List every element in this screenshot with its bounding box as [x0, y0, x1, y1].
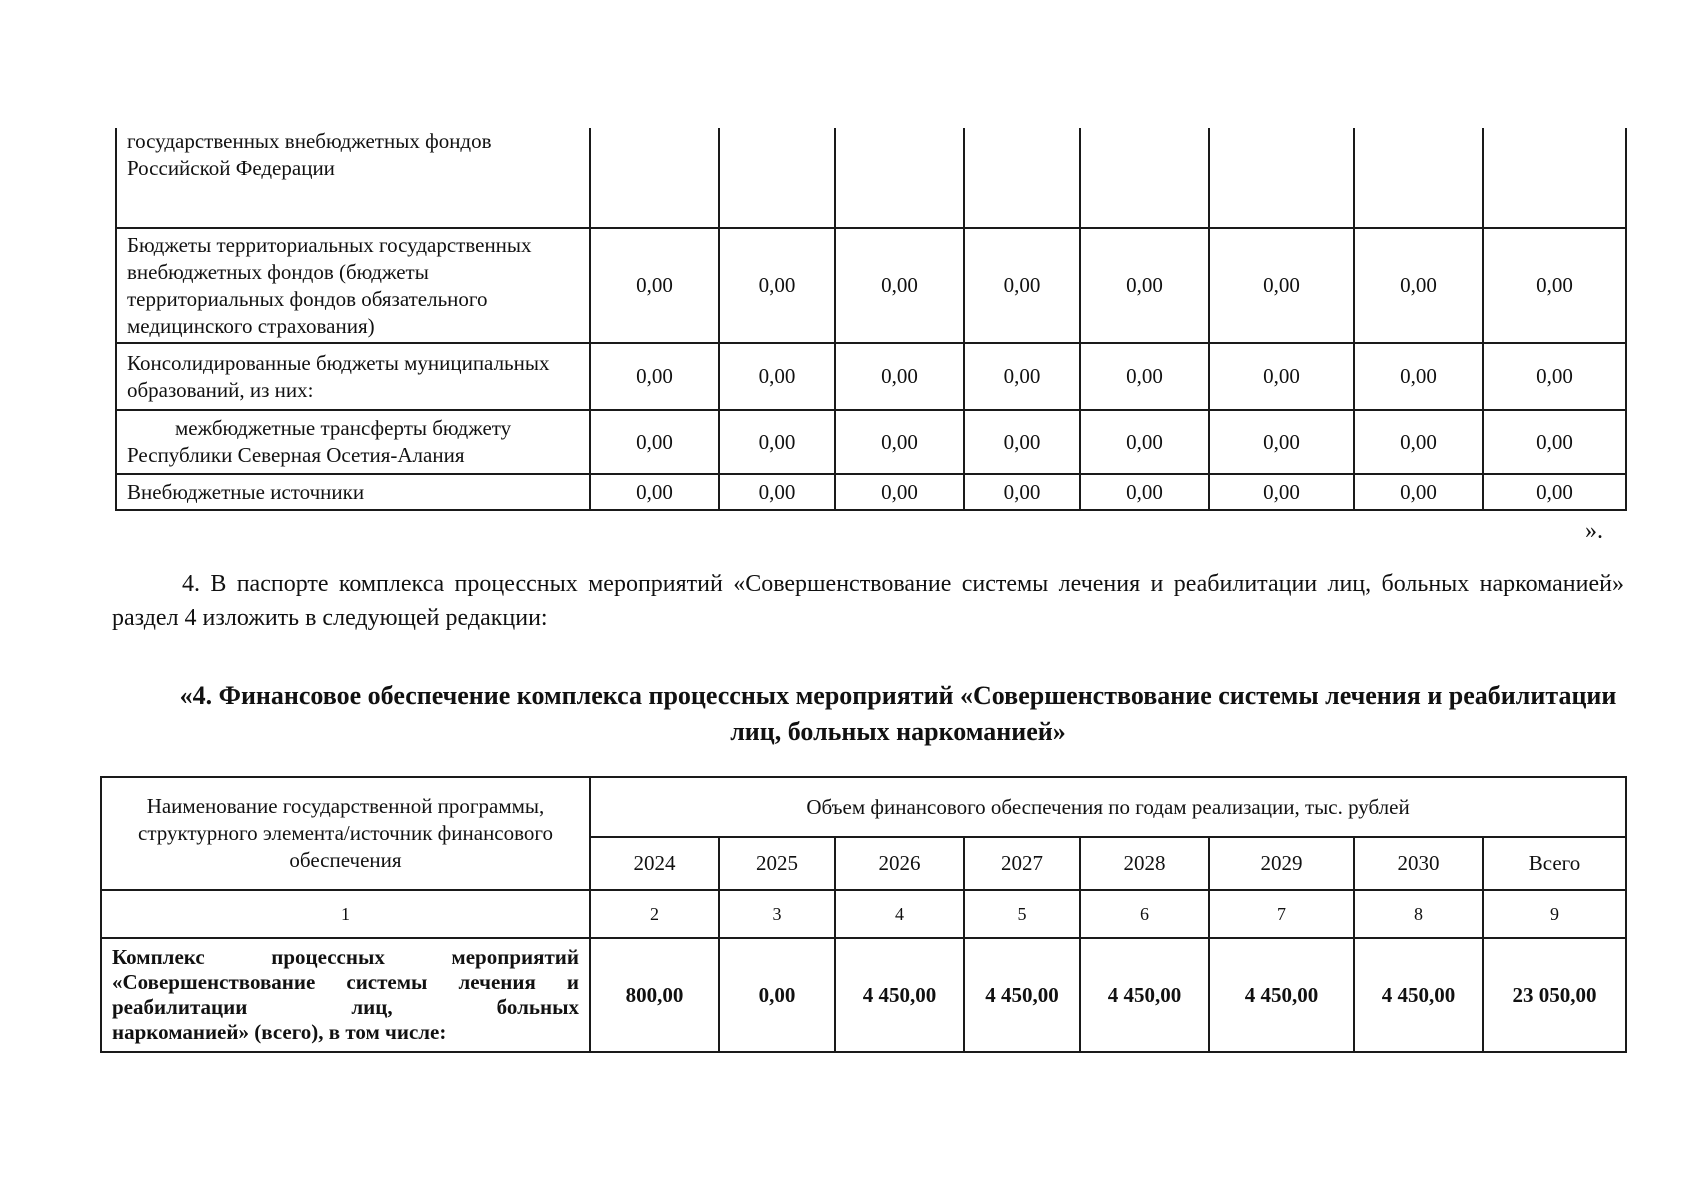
cell-value: 0,00 — [1354, 228, 1483, 343]
column-numbers-row — [101, 890, 1626, 938]
cell-value: 0,00 — [1483, 343, 1626, 410]
table-row — [116, 343, 1626, 410]
table-row — [101, 938, 1626, 1052]
year-header: 2026 — [835, 837, 964, 890]
cell-value: 0,00 — [835, 228, 964, 343]
financing-table — [100, 776, 1627, 1053]
cell-value: 0,00 — [719, 410, 835, 474]
year-header: 2029 — [1209, 837, 1354, 890]
amendment-paragraph: 4. В паспорте комплекса процессных мероприятий «Совершенствование системы лечения и реабилитации лиц, больных наркоманией» раздел 4 изложить в следующей редакции: — [112, 571, 1624, 631]
cell-value: 0,00 — [1483, 228, 1626, 343]
cell-value: 0,00 — [835, 343, 964, 410]
year-header: 2025 — [719, 837, 835, 890]
cell-value — [590, 128, 719, 228]
cell-value: 4 450,00 — [964, 938, 1080, 1052]
table-row — [116, 228, 1626, 343]
row-label: Внебюджетные источники — [116, 474, 590, 510]
column-number: 7 — [1209, 890, 1354, 938]
row-label — [101, 938, 590, 1052]
year-header: 2028 — [1080, 837, 1209, 890]
cell-value: 4 450,00 — [1209, 938, 1354, 1052]
cell-value — [1209, 128, 1354, 228]
cell-value: 0,00 — [1209, 474, 1354, 510]
cell-value: 0,00 — [1080, 343, 1209, 410]
cell-value: 0,00 — [1209, 228, 1354, 343]
cell-value: 0,00 — [1080, 228, 1209, 343]
cell-value — [1483, 128, 1626, 228]
cell-value: 0,00 — [590, 343, 719, 410]
column-number: 4 — [835, 890, 964, 938]
cell-total: 23 050,00 — [1483, 938, 1626, 1052]
table-row — [116, 128, 1626, 228]
column-number: 9 — [1483, 890, 1626, 938]
column-number: 8 — [1354, 890, 1483, 938]
name-column-header: Наименование государственной программы, структурного элемента/источник финансового обеспечения — [101, 777, 590, 890]
cell-value — [719, 128, 835, 228]
cell-value: 0,00 — [835, 410, 964, 474]
cell-value: 0,00 — [719, 474, 835, 510]
cell-value: 0,00 — [964, 228, 1080, 343]
row-label: Консолидированные бюджеты муниципальных образований, из них: — [116, 343, 590, 410]
cell-value: 0,00 — [590, 474, 719, 510]
section-title: «4. Финансовое обеспечение комплекса процессных мероприятий «Совершенствование системы лечения и реабилитации лиц, больных наркоманией» — [179, 681, 1617, 746]
year-header: 2024 — [590, 837, 719, 890]
cell-value: 0,00 — [590, 410, 719, 474]
column-number: 3 — [719, 890, 835, 938]
closing-quote: ». — [1585, 518, 1603, 544]
cell-value: 0,00 — [719, 228, 835, 343]
row-label: государственных внебюджетных фондов Российской Федерации — [116, 128, 590, 228]
table-row — [116, 410, 1626, 474]
cell-value: 0,00 — [835, 474, 964, 510]
row-label: межбюджетные трансферты бюджету Республики Северная Осетия-Алания — [116, 410, 590, 474]
cell-value: 0,00 — [1209, 343, 1354, 410]
year-header: 2030 — [1354, 837, 1483, 890]
cell-value: 0,00 — [1080, 410, 1209, 474]
header-row — [101, 777, 1626, 837]
row-label-main: Комплекс процессных мероприятий «Совершенствование системы лечения и реабилитации лиц, больных — [112, 945, 579, 1019]
total-header: Всего — [1483, 837, 1626, 890]
cell-value: 0,00 — [1209, 410, 1354, 474]
cell-value — [1080, 128, 1209, 228]
cell-value: 0,00 — [719, 938, 835, 1052]
year-header: 2027 — [964, 837, 1080, 890]
cell-value: 0,00 — [1354, 410, 1483, 474]
table-continuation — [115, 128, 1627, 511]
cell-value: 0,00 — [1354, 343, 1483, 410]
cell-value — [1354, 128, 1483, 228]
column-number: 6 — [1080, 890, 1209, 938]
cell-value — [835, 128, 964, 228]
cell-value: 0,00 — [590, 228, 719, 343]
cell-value: 4 450,00 — [1354, 938, 1483, 1052]
row-label-last: наркоманией» (всего), в том числе: — [112, 1020, 447, 1044]
column-number: 1 — [101, 890, 590, 938]
cell-value: 0,00 — [964, 474, 1080, 510]
row-label: Бюджеты территориальных государственных внебюджетных фондов (бюджеты территориальных фондов обязательного медицинского страхования) — [116, 228, 590, 343]
column-number: 2 — [590, 890, 719, 938]
column-number: 5 — [964, 890, 1080, 938]
cell-value: 0,00 — [964, 343, 1080, 410]
cell-value: 0,00 — [1080, 474, 1209, 510]
cell-value: 0,00 — [1483, 410, 1626, 474]
cell-value: 0,00 — [1354, 474, 1483, 510]
cell-value: 4 450,00 — [835, 938, 964, 1052]
cell-value: 0,00 — [719, 343, 835, 410]
cell-value: 0,00 — [1483, 474, 1626, 510]
cell-value — [964, 128, 1080, 228]
cell-value: 800,00 — [590, 938, 719, 1052]
table-row — [116, 474, 1626, 510]
cell-value: 0,00 — [964, 410, 1080, 474]
cell-value: 4 450,00 — [1080, 938, 1209, 1052]
volume-column-header: Объем финансового обеспечения по годам реализации, тыс. рублей — [590, 777, 1626, 837]
